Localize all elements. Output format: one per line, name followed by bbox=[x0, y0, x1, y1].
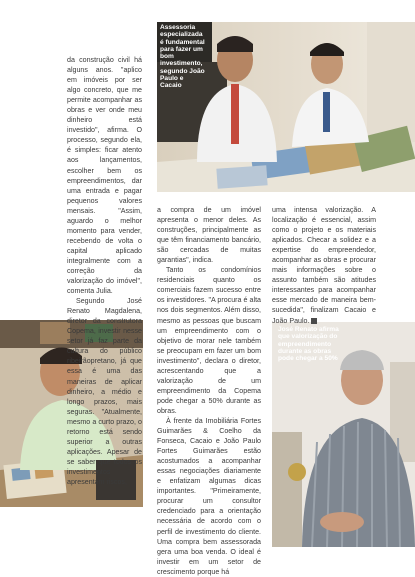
photo-right-man bbox=[272, 322, 415, 547]
caption-top: Assessoria especializada é fundamental para fazer um bom investimento, segundo João Paulo e Cacaio bbox=[160, 24, 205, 90]
text-column-1 bbox=[67, 55, 142, 487]
col1-paragraph-2: Segundo José Renato Magdalena, diretor da construtora Copema, investir nesse setor já faz parte da cultura do público ribeirãopretano, já que essa é uma das maneiras de aplicar dinheiro, a médio e longo prazos, mais seguras. "Atualmente, mesmo a curto prazo, o retorno está sendo superior a outras aplicações. Apesar de se saber que todos os investimentos apresentam riscos, bbox=[67, 297, 142, 486]
article-end-mark bbox=[311, 318, 317, 324]
caption-right: José Renato afirma que valorização do empreendimento durante as obras pode chegar a 50% bbox=[278, 326, 339, 363]
col2-paragraph-3: À frente da Imobiliária Fortes Guimarães & Coelho da Fonseca, Cacaio e João Paulo Fortes Guimarães estão acostumados a acompanhar essas negociações diariamente e enfatizam algumas dicas importantes. "Primeiramente, procurar um consultor credenciado para a orientação necessária de acordo com o perfil de investimento do cliente. Uma compra bem assessorada gera uma boa venda. O ideal é investir em um setor de crescimento porque há bbox=[157, 416, 261, 576]
col3-paragraph-1-text: uma intensa valorização. A localização é essencial, assim como o projeto e os materiais aplicados. Checar a solidez e a expertise do empreendedor, acompanhar as obras e procurar mais informações sobre o assunto também são atitudes interessantes para acompanhar esse mercado de maneira bem-sucedida", finalizam Cacaio e João Paulo. bbox=[272, 206, 376, 325]
col2-paragraph-1: a compra de um imóvel apresenta o menor deles. As construções, principalmente as que têm financiamento bancário, são cercadas de muitas garantias", indica. bbox=[157, 206, 261, 265]
text-column-2 bbox=[157, 205, 261, 577]
col3-paragraph-1 bbox=[272, 205, 376, 326]
photo-top-two-men bbox=[157, 22, 415, 192]
text-column-3 bbox=[272, 205, 376, 326]
col1-paragraph-1: da construção civil há alguns anos. "aplico em imóveis por ser algo concreto, que me permite acompanhar as obras e ver onde meu dinheiro está investido", afirma. O processo, segundo ela, é simples: ficar atento aos lançamentos, escolher bem os empreendimentos, dar uma entrada e pagar pequenos valores mensais. "Assim, aguardo o melhor momento para vender, recebendo de volta o capital aplicado integralmente com a correção da valorização do imóvel", comenta Julia. bbox=[67, 56, 142, 296]
col2-paragraph-2: Tanto os condomínios residenciais quanto os comerciais fazem sucesso entre os investidores. "A procura é alta nos dois segmentos. Além disso, mesmo as pessoas que buscam um empreendimento com o objetivo de morar nele também se preocupam em fazer um bom investimento", declara o diretor, acrescentando que a valorização de um empreendimento da Copema pode chegar a 50% durante as obras. bbox=[157, 266, 261, 415]
